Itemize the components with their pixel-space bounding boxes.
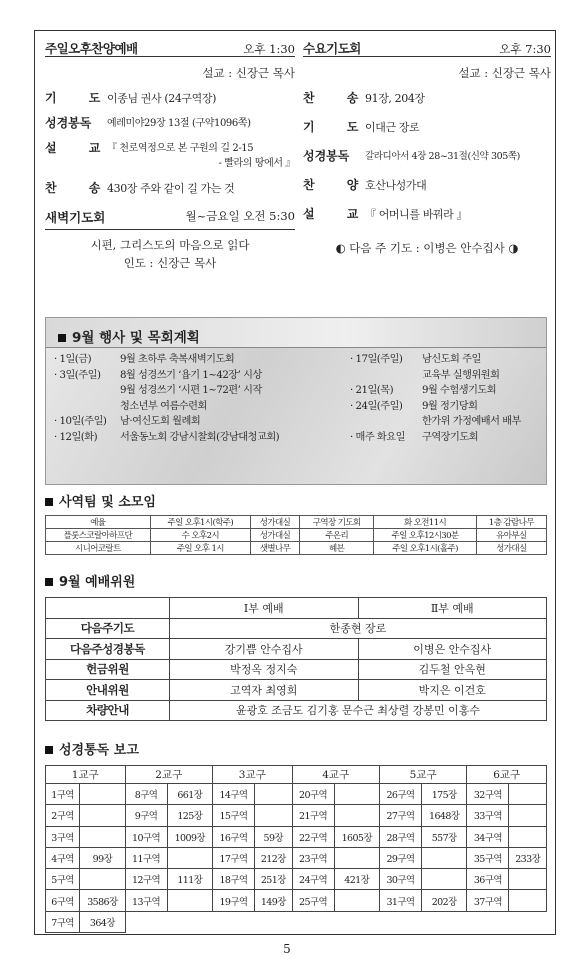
row-label: 찬 송 <box>45 181 115 195</box>
district-cell: 32구역 <box>467 784 509 805</box>
chapters-cell <box>167 890 212 911</box>
row-label: 찬 송 <box>303 91 373 105</box>
chapters-cell <box>334 784 379 805</box>
event-date: · 매주 화요일 <box>350 431 405 443</box>
district-cell: 35구역 <box>467 847 509 868</box>
table-cell: 수 오후2시 <box>150 529 250 542</box>
table-header-row <box>46 766 547 784</box>
square-bullet-icon <box>45 746 53 754</box>
chapters-cell <box>334 890 379 911</box>
bible-report-table <box>45 765 547 933</box>
district-cell: 16구역 <box>212 826 254 847</box>
dawn-prayer-title: 새벽기도회 <box>45 210 106 225</box>
district-cell: 7구역 <box>46 911 80 932</box>
table-cell: 시니어코랄트 <box>46 542 151 555</box>
table-cell: 화 오전11시 <box>374 516 476 529</box>
event-date: · 12일(화) <box>54 431 98 443</box>
event-date: · 17일(주일) <box>350 354 403 365</box>
chapters-cell <box>255 784 293 805</box>
event-item <box>54 430 350 446</box>
event-text: 9월 초하루 축복새벽기도회 <box>120 354 235 365</box>
table-row <box>46 805 547 826</box>
chapters-cell: 1648장 <box>421 805 466 826</box>
district-cell: 10구역 <box>125 826 167 847</box>
district-cell: 17구역 <box>212 847 254 868</box>
district-cell: 14구역 <box>212 784 254 805</box>
sunday-pm-row <box>45 91 295 106</box>
row-value: 이종님 권사 (24구역장) <box>107 92 216 105</box>
row-label: 성경봉독 <box>45 116 92 130</box>
table-cell: 주일 오후1시(홀주) <box>374 542 476 555</box>
wednesday-row <box>303 178 551 193</box>
table-row <box>46 598 547 619</box>
row-header: 헌금위원 <box>46 659 170 680</box>
chapters-cell: 557장 <box>421 826 466 847</box>
ministry-title: 사역팀 및 소모임 <box>59 495 156 510</box>
event-text: 남·여신도회 월례회 <box>120 416 201 427</box>
table-row <box>46 890 547 911</box>
district-cell: 4구역 <box>46 847 80 868</box>
row-value <box>107 141 295 171</box>
event-item <box>54 414 350 430</box>
table-row <box>46 826 547 847</box>
ministry-table <box>45 515 547 555</box>
chapters-cell: 99장 <box>80 847 125 868</box>
table-cell: 주일 오후12시30분 <box>374 529 476 542</box>
event-item <box>350 352 521 368</box>
chapters-cell: 364장 <box>80 911 125 932</box>
row-value: 호산나성가대 <box>365 179 427 192</box>
table-cell: 성가대실 <box>476 542 546 555</box>
sermon-title-line2: - 빨라의 땅에서 』 <box>218 158 295 169</box>
district-cell: 29구역 <box>379 847 421 868</box>
event-item <box>350 368 521 384</box>
event-date: · 21일(목) <box>350 385 394 396</box>
row-header: 안내위원 <box>46 680 170 701</box>
wednesday-section <box>303 31 551 256</box>
square-bullet-icon <box>45 578 53 586</box>
row-label: 설 교 <box>45 141 115 155</box>
chapters-cell: 175장 <box>421 784 466 805</box>
table-cell: 유아부실 <box>476 529 546 542</box>
table-row <box>46 516 547 529</box>
row-value: 이대근 장로 <box>365 121 420 134</box>
bulletin-page-frame <box>34 30 556 935</box>
row-label: 기 도 <box>45 91 115 105</box>
chapters-cell <box>80 805 125 826</box>
district-cell: 33구역 <box>467 805 509 826</box>
chapters-cell <box>509 805 547 826</box>
chapters-cell: 212장 <box>255 847 293 868</box>
district-cell: 21구역 <box>292 805 334 826</box>
events-box <box>45 317 547 485</box>
wednesday-time: 오후 7:30 <box>499 42 551 56</box>
table-row <box>46 847 547 868</box>
square-bullet-icon <box>58 334 66 342</box>
sermon-title-line1: 『 천로역정으로 본 구원의 길 2-15 <box>107 143 254 154</box>
dawn-prayer-topic: 시편, 그리스도의 마음으로 읽다 <box>90 238 250 252</box>
dawn-prayer-leader: 인도 : 신장근 목사 <box>123 256 217 270</box>
event-text: 9월 성경쓰기 ‘시편 1~72편’ 시작 <box>120 385 262 396</box>
table-cell: 주일 오후 1시 <box>150 542 250 555</box>
table-cell: 박지은 이건호 <box>358 680 547 701</box>
table-cell: 윤광호 조금도 김기홍 문수근 최상렬 강봉민 이홍수 <box>170 700 547 721</box>
table-row <box>46 700 547 721</box>
event-text: 서울동노회 강남시찰회(강남대청교회) <box>120 431 280 443</box>
row-value: 갈라디아서 4장 28~31절(신약 305쪽) <box>365 151 520 162</box>
table-cell: 구역장 기도회 <box>300 516 374 529</box>
table-row <box>46 618 547 639</box>
district-cell: 23구역 <box>292 847 334 868</box>
district-cell: 8구역 <box>125 784 167 805</box>
row-value: 『 어머니를 바꿔라 』 <box>365 208 468 221</box>
district-cell: 20구역 <box>292 784 334 805</box>
table-cell: 한종현 장로 <box>170 618 547 639</box>
district-cell: 15구역 <box>212 805 254 826</box>
bible-report-title: 성경통독 보고 <box>59 743 139 758</box>
district-cell: 12구역 <box>125 869 167 890</box>
table-cell: 1층 감람나무 <box>476 516 546 529</box>
table-row <box>46 680 547 701</box>
event-text: 교육부 실행위원회 <box>422 369 500 381</box>
district-cell: 27구역 <box>379 805 421 826</box>
row-header: 차량안내 <box>46 700 170 721</box>
event-text: 청소년부 여름수련회 <box>120 400 207 412</box>
district-cell: 30구역 <box>379 869 421 890</box>
col-header: Ⅰ부 예배 <box>170 598 359 619</box>
table-cell: 혜븐 <box>300 542 374 555</box>
row-value: 91장, 204장 <box>365 92 425 105</box>
table-cell: 강기쁨 안수집사 <box>170 639 359 660</box>
worship-staff-title: 9월 예배위원 <box>59 575 136 590</box>
table-cell: 고역자 최영희 <box>170 680 359 701</box>
district-cell: 6구역 <box>46 890 80 911</box>
dawn-prayer-header <box>45 208 295 230</box>
row-header: 다음주기도 <box>46 618 170 639</box>
event-date: · 3일(주일) <box>54 369 101 381</box>
wednesday-header <box>303 31 551 57</box>
table-row <box>46 911 547 932</box>
wednesday-title: 수요기도회 <box>303 41 361 56</box>
table-row <box>46 529 547 542</box>
chapters-cell: 421장 <box>334 869 379 890</box>
event-item <box>350 383 521 399</box>
event-text: 8월 성경쓰기 ‘욥기 1~42장’ 시상 <box>120 369 262 381</box>
chapters-cell <box>80 826 125 847</box>
table-cell: 예율 <box>46 516 151 529</box>
district-cell: 1구역 <box>46 784 80 805</box>
chapters-cell <box>80 784 125 805</box>
table-cell: 이병은 안수집사 <box>358 639 547 660</box>
table-corner <box>46 598 170 619</box>
chapters-cell: 125장 <box>167 805 212 826</box>
chapters-cell: 251장 <box>255 869 293 890</box>
wednesday-row <box>303 120 551 135</box>
events-left-column <box>54 352 350 445</box>
event-date <box>54 383 120 399</box>
table-cell: 주일 오후1시(학주) <box>150 516 250 529</box>
table-cell: 김두철 안옥현 <box>358 659 547 680</box>
sunday-pm-row <box>45 116 295 131</box>
events-title-text: 9월 행사 및 목회계획 <box>72 330 200 346</box>
col-header: 6교구 <box>467 766 547 784</box>
chapters-cell: 661장 <box>167 784 212 805</box>
row-label: 기 도 <box>303 120 373 134</box>
table-cell: 성가대실 <box>251 516 300 529</box>
chapters-cell <box>421 847 466 868</box>
district-cell: 19구역 <box>212 890 254 911</box>
table-row <box>46 639 547 660</box>
wednesday-row <box>303 91 551 106</box>
row-value: 430장 주와 같이 길 가는 것 <box>107 182 235 195</box>
district-cell: 36구역 <box>467 869 509 890</box>
district-cell: 26구역 <box>379 784 421 805</box>
row-value: 예레미야29장 13절 (구약1096쪽) <box>107 118 251 129</box>
event-date <box>54 399 120 415</box>
chapters-cell <box>509 784 547 805</box>
row-header: 다음주성경봉독 <box>46 639 170 660</box>
table-cell: 박정옥 정지숙 <box>170 659 359 680</box>
chapters-cell <box>509 826 547 847</box>
district-cell: 13구역 <box>125 890 167 911</box>
event-item <box>350 414 521 430</box>
event-date <box>350 368 422 384</box>
chapters-cell <box>334 847 379 868</box>
event-text: 9월 정기당회 <box>422 400 478 412</box>
event-date <box>350 414 422 430</box>
sunday-pm-row <box>45 141 295 171</box>
event-item <box>54 399 350 415</box>
event-text: 구역장기도회 <box>422 431 479 443</box>
col-header: 2교구 <box>125 766 212 784</box>
district-cell: 34구역 <box>467 826 509 847</box>
district-cell: 24구역 <box>292 869 334 890</box>
district-cell: 2구역 <box>46 805 80 826</box>
chapters-cell: 202장 <box>421 890 466 911</box>
square-bullet-icon <box>45 498 53 506</box>
col-header: 1교구 <box>46 766 126 784</box>
event-date: · 24일(주일) <box>350 400 403 412</box>
empty-cell <box>125 911 546 932</box>
sunday-pm-row <box>45 181 295 196</box>
chapters-cell <box>509 890 547 911</box>
event-item <box>54 383 350 399</box>
events-body <box>46 348 546 445</box>
chapters-cell: 1605장 <box>334 826 379 847</box>
worship-staff-heading <box>45 571 547 590</box>
chapters-cell: 111장 <box>167 869 212 890</box>
row-label: 찬 양 <box>303 178 373 192</box>
table-row <box>46 784 547 805</box>
dawn-prayer-time: 월~금요일 오전 5:30 <box>185 209 295 223</box>
chapters-cell <box>80 869 125 890</box>
district-cell: 28구역 <box>379 826 421 847</box>
col-header: 5교구 <box>379 766 466 784</box>
district-cell: 18구역 <box>212 869 254 890</box>
wednesday-row <box>303 207 551 222</box>
col-header: Ⅱ부 예배 <box>358 598 547 619</box>
chapters-cell: 59장 <box>255 826 293 847</box>
district-cell: 31구역 <box>379 890 421 911</box>
event-item <box>54 368 350 384</box>
row-label: 설 교 <box>303 207 373 221</box>
district-cell: 9구역 <box>125 805 167 826</box>
event-date: · 1일(금) <box>54 354 92 365</box>
table-cell: 샛별나무 <box>251 542 300 555</box>
chapters-cell <box>509 869 547 890</box>
table-row <box>46 659 547 680</box>
event-item <box>54 352 350 368</box>
event-item <box>350 399 521 415</box>
event-text: 남신도회 주일 <box>422 354 481 365</box>
district-cell: 3구역 <box>46 826 80 847</box>
sunday-pm-time: 오후 1:30 <box>243 42 295 56</box>
worship-staff-table <box>45 597 547 721</box>
chapters-cell <box>334 805 379 826</box>
district-cell: 25구역 <box>292 890 334 911</box>
chapters-cell: 233장 <box>509 847 547 868</box>
ministry-heading <box>45 491 547 510</box>
table-cell: 성가대실 <box>251 529 300 542</box>
col-header: 3교구 <box>212 766 292 784</box>
event-text: 9월 수험생기도회 <box>422 385 497 396</box>
chapters-cell: 149장 <box>255 890 293 911</box>
sunday-pm-header <box>45 31 295 57</box>
event-date: · 10일(주일) <box>54 416 107 427</box>
wednesday-row <box>303 149 551 164</box>
sunday-pm-preacher: 설교 : 신장근 목사 <box>202 66 295 80</box>
event-text: 한가위 가정예배서 배부 <box>422 416 521 427</box>
page-number: 5 <box>283 942 291 956</box>
table-row <box>46 542 547 555</box>
table-row <box>46 869 547 890</box>
chapters-cell <box>421 869 466 890</box>
wednesday-preacher: 설교 : 신장근 목사 <box>458 66 551 80</box>
col-header: 4교구 <box>292 766 379 784</box>
table-cell: 주온리 <box>300 529 374 542</box>
district-cell: 5구역 <box>46 869 80 890</box>
district-cell: 11구역 <box>125 847 167 868</box>
table-cell: 플룻스코랄아하프단 <box>46 529 151 542</box>
district-cell: 37구역 <box>467 890 509 911</box>
chapters-cell <box>255 805 293 826</box>
chapters-cell: 3586장 <box>80 890 125 911</box>
row-label: 성경봉독 <box>303 149 350 163</box>
bible-report-heading <box>45 739 547 758</box>
next-week-prayer-notice: ◐ 다음 주 기도 : 이병은 안수집사 ◑ <box>335 241 519 255</box>
district-cell: 22구역 <box>292 826 334 847</box>
sunday-pm-title: 주일오후찬양예배 <box>45 41 138 56</box>
event-item <box>350 430 521 446</box>
chapters-cell: 1009장 <box>167 826 212 847</box>
chapters-cell <box>167 847 212 868</box>
events-right-column <box>350 352 521 445</box>
sunday-pm-section <box>45 31 295 272</box>
events-title <box>46 318 546 348</box>
